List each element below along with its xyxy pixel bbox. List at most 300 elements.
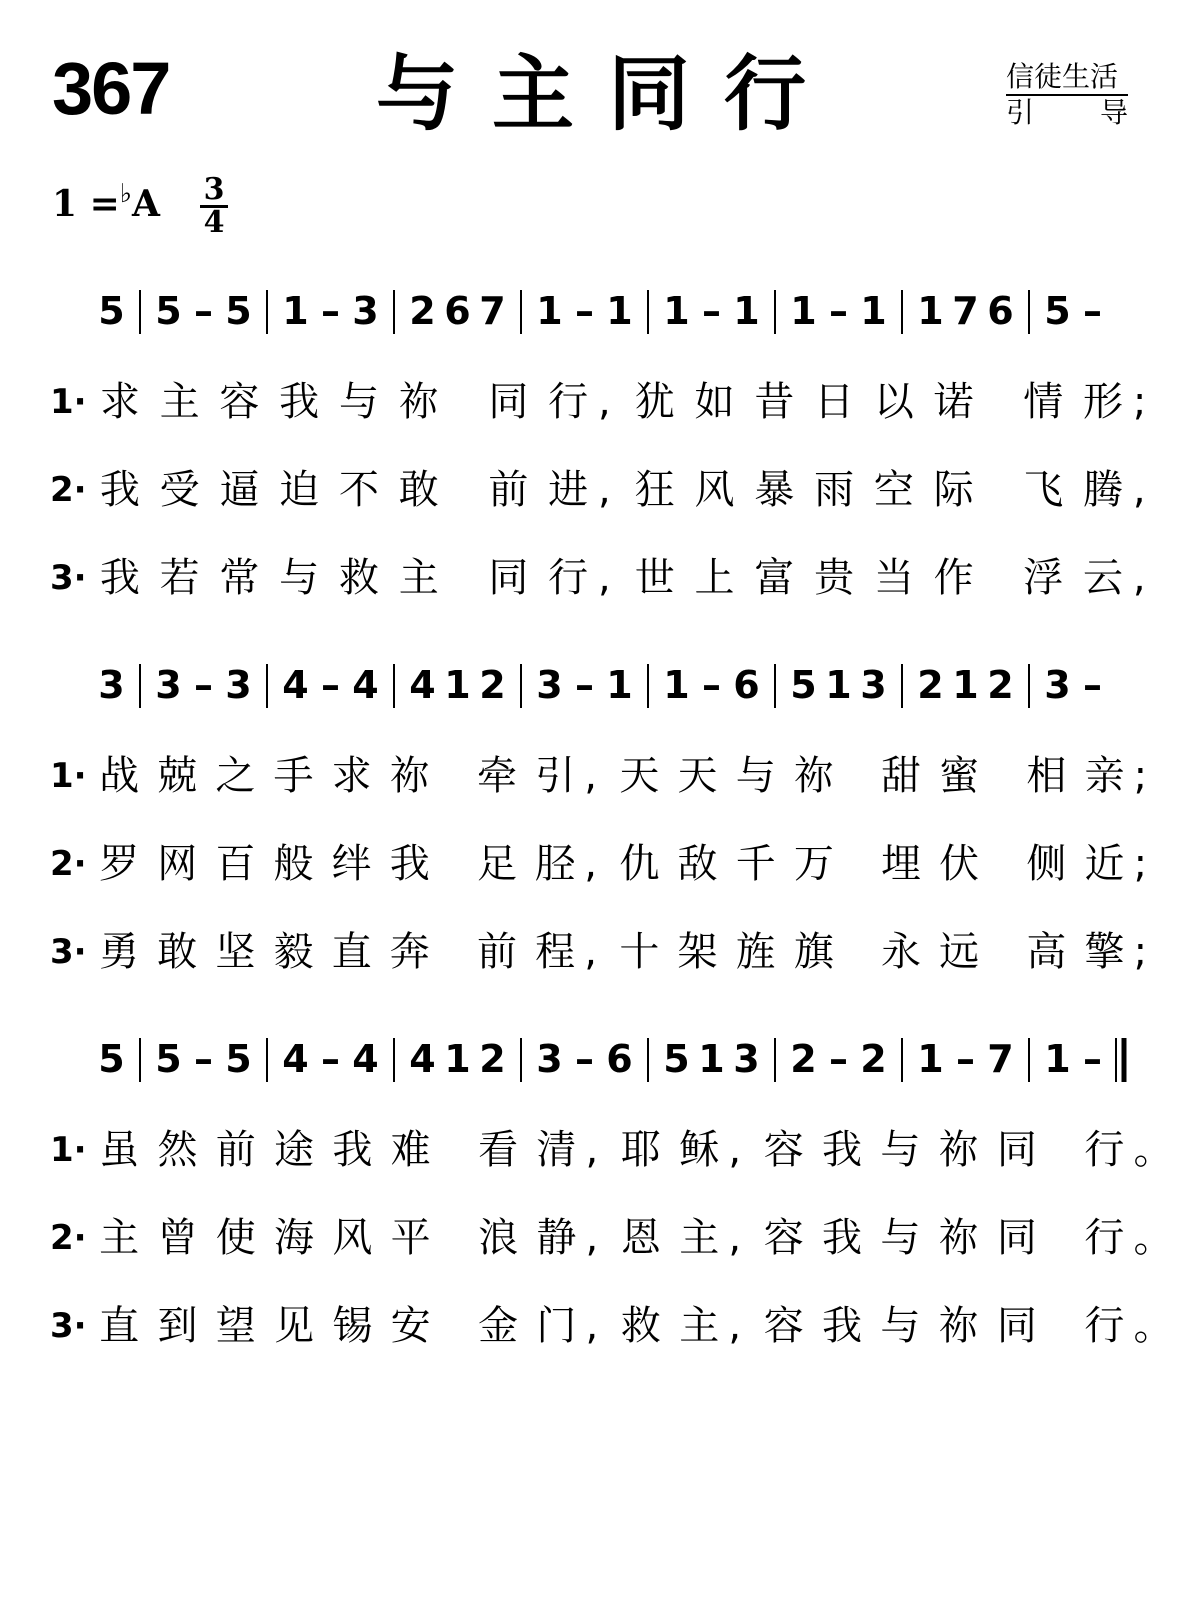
note: 3 bbox=[860, 663, 887, 707]
verse-number: 2· bbox=[50, 470, 87, 510]
note: 5 bbox=[1044, 289, 1071, 333]
lyric-char: 风 bbox=[332, 1215, 373, 1261]
lyric-char: 旗 bbox=[793, 929, 834, 975]
lyric-char: 行 bbox=[1084, 1303, 1125, 1349]
lyric-char bbox=[988, 834, 1017, 894]
lyric-char: 上 bbox=[694, 555, 735, 601]
lyric-char bbox=[983, 548, 1013, 608]
lyric-char: 飞 bbox=[1023, 467, 1064, 513]
lyric-char: , bbox=[598, 379, 611, 425]
lyric-char: ; bbox=[1133, 753, 1148, 799]
hymn-number: 367 bbox=[52, 47, 170, 130]
lyric-char: 。 bbox=[1133, 1303, 1174, 1349]
lyric-char bbox=[1046, 1120, 1075, 1180]
lyric-line bbox=[50, 372, 1160, 432]
note: 6 bbox=[606, 1037, 633, 1081]
hold-dash: – bbox=[702, 663, 721, 707]
note: 5 bbox=[155, 289, 182, 333]
verse-number: 3· bbox=[50, 558, 87, 598]
lyric-char: 擎 bbox=[1084, 929, 1125, 975]
lyric-char bbox=[1046, 1208, 1075, 1268]
lyric-char: 相 bbox=[1026, 753, 1067, 799]
lyric-line bbox=[50, 746, 1160, 806]
hold-dash: – bbox=[194, 1037, 213, 1081]
lyric-char: 仇 bbox=[619, 841, 660, 887]
lyric-char: 容 bbox=[763, 1215, 804, 1261]
lyric-char: 与 bbox=[880, 1303, 921, 1349]
lyric-char: 天 bbox=[677, 753, 718, 799]
note: 4 bbox=[352, 663, 379, 707]
lyric-char: 犹 bbox=[634, 379, 675, 425]
lyric-line bbox=[50, 460, 1160, 520]
lyric-char: 主 bbox=[398, 555, 439, 601]
notation-svg bbox=[0, 1030, 1200, 1090]
note: 4 bbox=[409, 1037, 436, 1081]
note: 7 bbox=[952, 289, 979, 333]
lyric-char: 天 bbox=[619, 753, 660, 799]
key-note: A bbox=[132, 183, 160, 225]
lyric-char: 静 bbox=[536, 1215, 577, 1261]
lyric-char: 我 bbox=[99, 467, 140, 513]
lyric-char: 见 bbox=[274, 1303, 315, 1349]
lyric-char: 万 bbox=[793, 841, 834, 887]
lyric-char: , bbox=[584, 929, 597, 975]
lyric-char: 甜 bbox=[881, 753, 922, 799]
lyric-char: , bbox=[585, 1215, 599, 1261]
lyric-char: 耶 bbox=[620, 1127, 661, 1173]
lyric-char: 然 bbox=[157, 1127, 198, 1173]
note: 3 bbox=[733, 1037, 760, 1081]
lyric-char bbox=[988, 746, 1017, 806]
lyric-char: 奔 bbox=[389, 929, 430, 975]
note: 2 bbox=[987, 663, 1014, 707]
lyric-char: 救 bbox=[338, 555, 379, 601]
lyric-char: , bbox=[584, 841, 597, 887]
hold-dash: – bbox=[1083, 289, 1102, 333]
note: 5 bbox=[225, 289, 252, 333]
verse-number: 3· bbox=[50, 1306, 87, 1346]
time-signature bbox=[200, 172, 228, 240]
notation-svg bbox=[0, 656, 1200, 716]
lyric-char: 敢 bbox=[157, 929, 198, 975]
lyric-char: 祢 bbox=[389, 753, 430, 799]
lyric-char: 埋 bbox=[881, 841, 922, 887]
lyric-char: 风 bbox=[694, 467, 735, 513]
lyric-char: 求 bbox=[99, 379, 140, 425]
lyric-char: 。 bbox=[1133, 1215, 1174, 1261]
lyric-text bbox=[90, 1120, 1174, 1180]
lyric-char: 祢 bbox=[398, 379, 439, 425]
time-top: 3 bbox=[203, 172, 225, 207]
lyric-char: 般 bbox=[273, 841, 314, 887]
lyric-char: 主 bbox=[679, 1303, 720, 1349]
note: 4 bbox=[282, 663, 309, 707]
note: 6 bbox=[987, 289, 1014, 333]
hold-dash: – bbox=[194, 663, 213, 707]
lyric-char: 兢 bbox=[157, 753, 198, 799]
note: 3 bbox=[536, 1037, 563, 1081]
lyric-char: 与 bbox=[880, 1127, 921, 1173]
lyric-char: 手 bbox=[273, 753, 314, 799]
note: 1 bbox=[663, 663, 690, 707]
category-line2 bbox=[1006, 96, 1128, 130]
lyric-char: 我 bbox=[279, 379, 320, 425]
lyric-char bbox=[449, 372, 479, 432]
note: 1 bbox=[663, 289, 690, 333]
lyric-char: 侧 bbox=[1026, 841, 1067, 887]
note: 2 bbox=[479, 1037, 506, 1081]
note: 5 bbox=[663, 1037, 690, 1081]
category-label bbox=[1006, 60, 1128, 130]
lyric-char: 程 bbox=[535, 929, 576, 975]
lyric-char: 逼 bbox=[219, 467, 260, 513]
lyric-char: 牵 bbox=[476, 753, 517, 799]
lyric-char: 贵 bbox=[814, 555, 855, 601]
lyric-char: , bbox=[1132, 555, 1146, 601]
note: 4 bbox=[352, 1037, 379, 1081]
lyric-char bbox=[983, 372, 1013, 432]
note: 1 bbox=[952, 663, 979, 707]
lyric-line bbox=[50, 1208, 1174, 1268]
hold-dash: – bbox=[829, 289, 848, 333]
lyric-char: 架 bbox=[677, 929, 718, 975]
note: 1 bbox=[790, 289, 817, 333]
lyric-char: 高 bbox=[1026, 929, 1067, 975]
lyric-char: , bbox=[598, 555, 611, 601]
flat-sign: ♭ bbox=[119, 179, 133, 209]
lyric-char bbox=[439, 746, 468, 806]
hold-dash: – bbox=[321, 289, 340, 333]
verse-number: 2· bbox=[50, 1218, 87, 1258]
lyric-char: , bbox=[585, 1127, 599, 1173]
verse-number: 2· bbox=[50, 844, 87, 884]
lyric-text bbox=[90, 1296, 1174, 1356]
note: 1 bbox=[917, 289, 944, 333]
lyric-char: 腾 bbox=[1083, 467, 1123, 513]
lyric-char: 近 bbox=[1084, 841, 1125, 887]
note: 1 bbox=[1044, 1037, 1071, 1081]
note: 1 bbox=[444, 663, 471, 707]
category-line2b: 导 bbox=[1099, 96, 1128, 129]
note: 1 bbox=[606, 663, 633, 707]
hold-dash: – bbox=[702, 289, 721, 333]
note: 2 bbox=[917, 663, 944, 707]
lyric-text bbox=[90, 922, 1160, 982]
note: 2 bbox=[790, 1037, 817, 1081]
lyric-char: 暴 bbox=[754, 467, 795, 513]
lyric-char: 我 bbox=[822, 1127, 863, 1173]
lyric-char: 战 bbox=[99, 753, 140, 799]
lyric-char: 到 bbox=[157, 1303, 198, 1349]
lyric-char: 敢 bbox=[398, 467, 439, 513]
lyric-char: 世 bbox=[634, 555, 675, 601]
lyric-char bbox=[843, 746, 872, 806]
lyric-char: 曾 bbox=[157, 1215, 198, 1261]
lyric-char: 常 bbox=[219, 555, 260, 601]
note: 1 bbox=[860, 289, 887, 333]
lyric-char bbox=[1046, 1296, 1075, 1356]
lyric-char: 门 bbox=[536, 1303, 577, 1349]
lyric-char: , bbox=[584, 753, 597, 799]
lyric-char: 网 bbox=[157, 841, 198, 887]
lyric-char: 使 bbox=[215, 1215, 256, 1261]
lyric-char: 容 bbox=[219, 379, 260, 425]
lyric-text bbox=[90, 834, 1160, 894]
note: 5 bbox=[155, 1037, 182, 1081]
note: 1 bbox=[733, 289, 760, 333]
hold-dash: – bbox=[1083, 1037, 1102, 1081]
lyric-char: 我 bbox=[332, 1127, 373, 1173]
lyric-char: 虽 bbox=[99, 1127, 140, 1173]
lyric-text bbox=[90, 460, 1160, 520]
hold-dash: – bbox=[829, 1037, 848, 1081]
note: 2 bbox=[479, 663, 506, 707]
hold-dash: – bbox=[575, 289, 594, 333]
hymn-title: 与主同行 bbox=[376, 47, 841, 142]
lyric-char: 容 bbox=[763, 1303, 804, 1349]
note: 2 bbox=[409, 289, 436, 333]
note: 7 bbox=[987, 1037, 1014, 1081]
lyric-char: 。 bbox=[1133, 1127, 1174, 1173]
lyric-char: 金 bbox=[478, 1303, 519, 1349]
lyric-char: 前 bbox=[215, 1127, 256, 1173]
lyric-char: 清 bbox=[536, 1127, 577, 1173]
lyric-text bbox=[90, 548, 1160, 608]
lyric-char: 作 bbox=[933, 555, 974, 601]
lyric-char: 形 bbox=[1083, 379, 1123, 425]
lyric-char: 坚 bbox=[215, 929, 256, 975]
lyric-char: 与 bbox=[338, 379, 379, 425]
lyric-char bbox=[440, 1120, 469, 1180]
lyric-line bbox=[50, 834, 1160, 894]
lyric-char: 直 bbox=[99, 1303, 140, 1349]
lyric-char: 千 bbox=[735, 841, 776, 887]
lyric-text bbox=[90, 746, 1160, 806]
category-line1: 信徒生活 bbox=[1006, 60, 1128, 96]
note: 1 bbox=[282, 289, 309, 333]
lyric-char bbox=[449, 460, 479, 520]
lyric-char: 祢 bbox=[793, 753, 834, 799]
lyric-char: 蜜 bbox=[939, 753, 980, 799]
lyric-char: 旌 bbox=[735, 929, 776, 975]
lyric-char: 难 bbox=[390, 1127, 431, 1173]
lyric-char: 空 bbox=[873, 467, 914, 513]
lyric-char bbox=[440, 1208, 469, 1268]
lyric-char: 与 bbox=[735, 753, 776, 799]
lyric-char: 前 bbox=[476, 929, 517, 975]
lyric-char: 受 bbox=[159, 467, 200, 513]
lyric-char: 祢 bbox=[938, 1303, 979, 1349]
lyric-line bbox=[50, 1120, 1174, 1180]
key-signature bbox=[52, 179, 160, 225]
lyric-char: 百 bbox=[215, 841, 256, 887]
note: 5 bbox=[98, 289, 125, 333]
lyric-char: 容 bbox=[763, 1127, 804, 1173]
lyric-line bbox=[50, 922, 1160, 982]
lyric-char: 绊 bbox=[331, 841, 372, 887]
verse-number: 1· bbox=[50, 1130, 87, 1170]
lyric-char: , bbox=[728, 1215, 742, 1261]
lyric-char bbox=[440, 1296, 469, 1356]
note: 3 bbox=[536, 663, 563, 707]
key-prefix: 1 = bbox=[52, 183, 120, 225]
lyric-char: 之 bbox=[215, 753, 256, 799]
note: 3 bbox=[352, 289, 379, 333]
lyric-char: ; bbox=[1132, 379, 1147, 425]
lyric-char: 进 bbox=[548, 467, 589, 513]
lyric-char: , bbox=[728, 1127, 742, 1173]
lyric-char: 同 bbox=[488, 379, 529, 425]
lyric-char: 若 bbox=[159, 555, 200, 601]
lyric-char: 望 bbox=[215, 1303, 256, 1349]
lyric-char: 浪 bbox=[478, 1215, 519, 1261]
lyric-char: 引 bbox=[535, 753, 576, 799]
lyric-char: 行 bbox=[548, 555, 589, 601]
time-bottom: 4 bbox=[203, 205, 225, 240]
lyric-char: 当 bbox=[873, 555, 914, 601]
note: 7 bbox=[479, 289, 506, 333]
lyric-char bbox=[439, 834, 468, 894]
lyric-char: 浮 bbox=[1023, 555, 1064, 601]
lyric-char: 永 bbox=[881, 929, 922, 975]
note: 1 bbox=[698, 1037, 725, 1081]
lyric-char: 同 bbox=[996, 1215, 1037, 1261]
lyric-char: 云 bbox=[1083, 555, 1123, 601]
notation-line-3 bbox=[0, 1030, 1200, 1090]
lyric-char: 昔 bbox=[754, 379, 795, 425]
lyric-text bbox=[90, 372, 1160, 432]
hold-dash: – bbox=[194, 289, 213, 333]
hold-dash: – bbox=[575, 663, 594, 707]
lyric-char: 勇 bbox=[99, 929, 140, 975]
lyric-line bbox=[50, 1296, 1174, 1356]
lyric-char: 际 bbox=[933, 467, 974, 513]
lyric-char: , bbox=[1132, 467, 1146, 513]
hold-dash: – bbox=[321, 1037, 340, 1081]
verse-number: 1· bbox=[50, 382, 87, 422]
note: 1 bbox=[444, 1037, 471, 1081]
note: 3 bbox=[155, 663, 182, 707]
category-line2a: 引 bbox=[1006, 96, 1035, 129]
lyric-char: 祢 bbox=[938, 1127, 979, 1173]
lyric-char: 主 bbox=[99, 1215, 140, 1261]
lyric-char bbox=[449, 548, 479, 608]
lyric-char: 锡 bbox=[332, 1303, 373, 1349]
lyric-char: 看 bbox=[478, 1127, 519, 1173]
lyric-char: 如 bbox=[694, 379, 735, 425]
lyric-char: ; bbox=[1133, 841, 1148, 887]
lyric-char: 胫 bbox=[535, 841, 576, 887]
lyric-char: 雨 bbox=[814, 467, 855, 513]
lyric-char: 主 bbox=[159, 379, 200, 425]
hold-dash: – bbox=[1083, 663, 1102, 707]
lyric-line bbox=[50, 548, 1160, 608]
lyric-char: 同 bbox=[996, 1127, 1037, 1173]
lyric-char: 求 bbox=[331, 753, 372, 799]
lyric-char: , bbox=[728, 1303, 742, 1349]
lyric-char: 富 bbox=[754, 555, 795, 601]
note: 1 bbox=[825, 663, 852, 707]
lyric-char: 我 bbox=[822, 1215, 863, 1261]
lyric-char: 我 bbox=[389, 841, 430, 887]
hold-dash: – bbox=[575, 1037, 594, 1081]
lyric-char: 与 bbox=[279, 555, 320, 601]
lyric-char: 同 bbox=[996, 1303, 1037, 1349]
lyric-char bbox=[843, 922, 872, 982]
lyric-char: 行 bbox=[548, 379, 589, 425]
lyric-char bbox=[843, 834, 872, 894]
note: 1 bbox=[917, 1037, 944, 1081]
lyric-char: 情 bbox=[1023, 379, 1064, 425]
note: 5 bbox=[98, 1037, 125, 1081]
lyric-char: 足 bbox=[476, 841, 517, 887]
note: 1 bbox=[536, 289, 563, 333]
lyric-char bbox=[988, 922, 1017, 982]
lyric-char: 我 bbox=[822, 1303, 863, 1349]
lyric-char: 与 bbox=[880, 1215, 921, 1261]
note: 4 bbox=[282, 1037, 309, 1081]
notation-line-1 bbox=[0, 282, 1200, 342]
lyric-char: 日 bbox=[814, 379, 855, 425]
hold-dash: – bbox=[956, 1037, 975, 1081]
note: 2 bbox=[860, 1037, 887, 1081]
lyric-char: 诺 bbox=[933, 379, 974, 425]
lyric-char: 我 bbox=[99, 555, 140, 601]
lyric-char: , bbox=[598, 467, 611, 513]
lyric-char: ; bbox=[1133, 929, 1148, 975]
note: 4 bbox=[409, 663, 436, 707]
lyric-char: 狂 bbox=[634, 467, 675, 513]
notation-line-2 bbox=[0, 656, 1200, 716]
lyric-char: , bbox=[585, 1303, 599, 1349]
lyric-char: 途 bbox=[274, 1127, 315, 1173]
lyric-char: 亲 bbox=[1084, 753, 1125, 799]
note: 5 bbox=[790, 663, 817, 707]
note: 1 bbox=[606, 289, 633, 333]
lyric-char: 远 bbox=[939, 929, 980, 975]
lyric-char: 迫 bbox=[279, 467, 320, 513]
lyric-char: 不 bbox=[338, 467, 379, 513]
lyric-char: 以 bbox=[873, 379, 914, 425]
lyric-char: 同 bbox=[488, 555, 529, 601]
lyric-char: 毅 bbox=[273, 929, 314, 975]
lyric-char: 行 bbox=[1084, 1215, 1125, 1261]
lyric-char: 恩 bbox=[620, 1215, 661, 1261]
lyric-char: 稣 bbox=[679, 1127, 720, 1173]
lyric-char: 安 bbox=[390, 1303, 431, 1349]
lyric-char: 海 bbox=[274, 1215, 315, 1261]
note: 3 bbox=[225, 663, 252, 707]
lyric-char: 前 bbox=[488, 467, 529, 513]
lyric-char: 救 bbox=[620, 1303, 661, 1349]
lyric-text bbox=[90, 1208, 1174, 1268]
verse-number: 1· bbox=[50, 756, 87, 796]
note: 6 bbox=[444, 289, 471, 333]
lyric-char: 直 bbox=[331, 929, 372, 975]
note: 3 bbox=[98, 663, 125, 707]
lyric-char: 罗 bbox=[99, 841, 140, 887]
notation-svg bbox=[0, 282, 1200, 342]
lyric-char bbox=[983, 460, 1013, 520]
lyric-char: 行 bbox=[1084, 1127, 1125, 1173]
verse-number: 3· bbox=[50, 932, 87, 972]
hold-dash: – bbox=[321, 663, 340, 707]
note: 6 bbox=[733, 663, 760, 707]
lyric-char: 敌 bbox=[677, 841, 718, 887]
lyric-char bbox=[439, 922, 468, 982]
note: 5 bbox=[225, 1037, 252, 1081]
lyric-char: 祢 bbox=[938, 1215, 979, 1261]
